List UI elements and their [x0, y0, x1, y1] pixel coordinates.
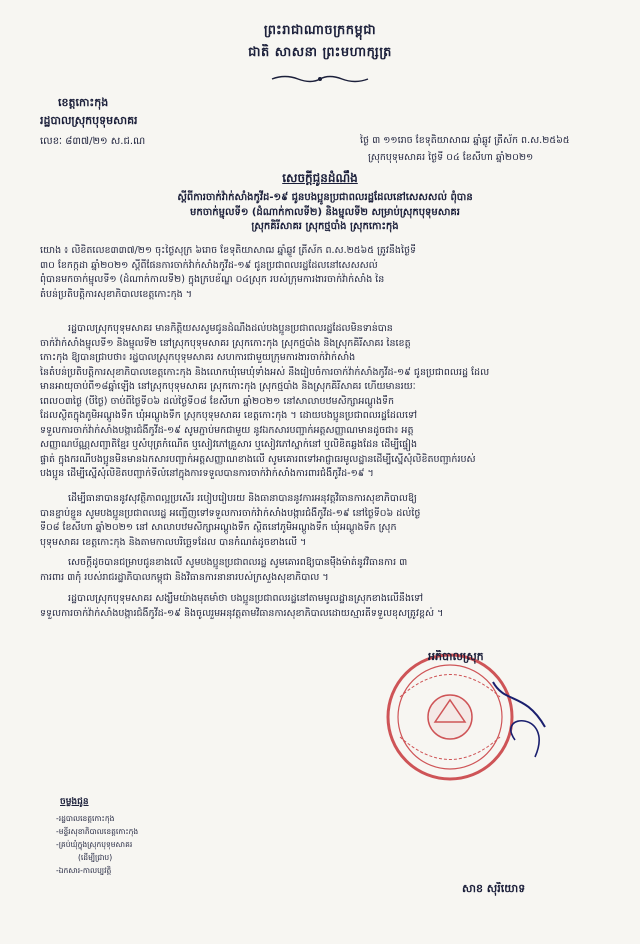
safety-paragraph	[40, 492, 610, 550]
paragraph-line: បងប្អូន ដើម្បីស្នើសុំលិខិតបញ្ជាក់ទីលំនៅក្នុងការទទួលបានការចាក់វ៉ាក់សាំងការពារជំងឺកូវីដ-១៩ ។	[40, 468, 374, 479]
kingdom-heading: ព្រះរាជាណាចក្រកម្ពុជា	[263, 23, 377, 38]
recipient-item: -ឯកសារ-កាលប្បវត្តិ	[56, 866, 112, 875]
document-number: លេខៈ ៨៣៧/២១ ស.ជ.ណ	[40, 136, 146, 147]
paragraph-line: ពុំបានមកចាក់ម្ជុលទី១ (ដំណាក់កាលទី២) ក្នុងក្របខ័ណ្ឌ ០៤ស្រុក របស់ក្រុមការងារចាក់វ៉ាក់សាំង នៃ	[40, 274, 385, 285]
paragraph-line: ទី០៨ ខែសីហា ឆ្នាំ២០២១ នៅ សាលាបឋមសិក្សាអណ្តូងទឹក ស្ថិតនៅភូមិអណ្តូងទឹក ឃុំអណ្តូងទឹក ស្រុក	[40, 522, 397, 533]
subject-block	[40, 190, 610, 234]
paragraph-line: ការពារ ៣កុំ របស់រាជរដ្ឋាភិបាលកម្ពុជា និងវិធានការនានារបស់ក្រសួងសុខាភិបាល ។	[40, 571, 329, 583]
paragraph-line: ពេល០៣ថ្ងៃ (បីថ្ងៃ) ចាប់ពីថ្ងៃទី០៦ ដល់ថ្ងៃទី០៨ ខែសីហា ឆ្នាំ២០២១ នៅសាលាបឋមសិក្សាអណ្តូងទឹក	[40, 395, 395, 407]
document-type: សេចក្តីជូនដំណឹង	[282, 171, 358, 185]
recipient-item: -មន្ទីរសុខាភិបាលខេត្តកោះកុង	[56, 827, 139, 836]
recipient-item: -គ្រប់ឃុំក្នុងស្រុកបុទុមសាគរ	[56, 840, 133, 849]
paragraph-line: ទទួលការចាក់វ៉ាក់សាំងបង្ការជំងឺកូវីដ-១៩ សូមភ្ជាប់មកជាមួយ នូវឯកសារបញ្ជាក់អត្តសញ្ញាណមានដូចជា៖ អត្ត	[40, 424, 414, 436]
paragraph-line: រដ្ឋបាលស្រុកបុទុមសាគរ មានកិត្តិយសសូមជូនដំណឹងដល់បងប្អូនប្រជាពលរដ្ឋដែលមិនទាន់បាន	[68, 323, 393, 334]
paragraph-line: កោះកុង ឱ្យបានជ្រាបថា៖ រដ្ឋបាលស្រុកបុទុមសាគរ សហការជាមួយក្រុមការងារចាក់វ៉ាក់សាំង	[40, 352, 356, 363]
measures-paragraph	[40, 556, 610, 585]
recipients-title: ចម្លងជូន	[60, 797, 89, 807]
paragraph-line: សេចក្តីដូចបានជម្រាបជូនខាងលើ សូមបងប្អូនប្រជាពលរដ្ឋ សូមគោរពឱ្យបានម៉ឺងម៉ាត់នូវវិធានការ ៣	[68, 557, 408, 568]
solar-date: ស្រុកបុទុមសាគរ ថ្ងៃទី ០៤ ខែសីហា ឆ្នាំ២០២១	[368, 152, 534, 163]
recipient-item: (ដើម្បីជ្រាប)	[78, 853, 113, 862]
paragraph-line: ដើម្បីធានាបាននូវសុវត្ថិភាពល្អប្រសើរ របៀបរៀបរយ និងធានាបាននូវការអនុវត្តវិធានការសុខាភិបាលឱ្យ	[68, 493, 417, 504]
paragraph-line: ចាក់វ៉ាក់សាំងម្ជុលទី១ និងម្ជុលទី២ នៅស្រុកបុទុមសាគរ ស្រុកកោះកុង ស្រុកថ្មបាំង និងស្រុកគិរីសាគរ នៃខេត្ត	[40, 337, 411, 349]
signatory-name: សាខ សុរិយោទ	[462, 882, 526, 895]
recipient-item: -រដ្ឋបាលខេត្តកោះកុង	[56, 814, 115, 823]
announcement-paragraph	[40, 322, 610, 482]
paragraph-line: សញ្ញាណប័ណ្ណសញ្ជាតិខ្មែរ ឬសំបុត្រកំណើត ឬសៀវភៅគ្រួសារ ឬសៀវភៅស្នាក់នៅ ឬលិខិតឆ្លងដែន ដើម្បីផ្ទៀង	[40, 439, 418, 450]
issuer-province: ខេត្តកោះកុង	[58, 96, 109, 109]
paragraph-line: មានអាយុចាប់ពី១៨ឆ្នាំឡើង នៅស្រុកបុទុមសាគរ ស្រុកកោះកុង ស្រុកថ្មបាំង និងស្រុកគិរីសាគរ ហើយមានរយៈ	[40, 381, 416, 392]
lunar-date: ថ្ងៃ ៣ ១១រោច ខែទុតិយាសាឍ ឆ្នាំឆ្លូវ ត្រីស័ក ព.ស.២៥៦៥	[360, 135, 570, 146]
recipients-list	[56, 812, 196, 877]
closing-paragraph	[40, 592, 610, 621]
paragraph-line: ផ្ទាត់ ក្នុងករណីបងប្អូនមិនមានឯកសារបញ្ជាក់អត្តសញ្ញាណខាងលើ សូមគោរពទៅអាជ្ញាធរមូលដ្ឋានដើម្បីស្នើសុំលិខិតបញ្ជាក់របស់	[40, 453, 476, 465]
signatory-title: អភិបាលស្រុក	[428, 650, 484, 663]
paragraph-line: តំបន់ប្រតិបត្តិការសុខាភិបាលខេត្តកោះកុង ។	[40, 288, 192, 300]
motto-heading: ជាតិ សាសនា ព្រះមហាក្សត្រ	[248, 45, 392, 60]
paragraph-line: បានខ្ជាប់ខ្ជួន សូមបងប្អូនប្រជាពលរដ្ឋ អញ្ជើញទៅទទួលការចាក់វ៉ាក់សាំងបង្ការជំងឺកូវីដ-១៩ នៅថ្ងៃទី០៦ ដល់ថ្ងៃ	[40, 507, 421, 519]
paragraph-line: ដែលស្ថិតក្នុងភូមិអណ្តូងទឹក ឃុំអណ្តូងទឹក ស្រុកបុទុមសាគរ ខេត្តកោះកុង ។ ដោយបងប្អូនប្រជាពលរដ្ឋដែលទៅ	[40, 410, 418, 421]
paragraph-line: បុទុមសាគរ ខេត្តកោះកុង និងតាមកាលបរិច្ឆេទដែល បានកំណត់ដូចខាងលើ ។	[40, 536, 307, 548]
subject-line: ស្រុកគិរីសាគរ ស្រុកថ្មបាំង ស្រុកកោះកុង	[251, 221, 399, 232]
subject-line: ស្តីពីការចាក់វ៉ាក់សាំងកូវីដ-១៩ ជូនបងប្អូនប្រជាពលរដ្ឋដែលនៅសេសសល់ ពុំបាន	[177, 192, 473, 203]
paragraph-line: យោង ៖ លិខិតលេខ៣៣៧/២១ ចុះថ្ងៃសុក្រ ៦រោច ខែទុតិយាសាឍ ឆ្នាំឆ្លូវ ត្រីស័ក ព.ស.២៥៦៥ ត្រូវនឹងថ្ងៃទី	[40, 245, 417, 256]
subject-line: មកចាក់ម្ជុលទី១ (ដំណាក់កាលទី២) និងម្ជុលទី២ សម្រាប់ស្រុកបុទុមសាគរ	[190, 206, 460, 218]
issuer-district: រដ្ឋបាលស្រុកបុទុមសាគរ	[40, 114, 138, 127]
reference-paragraph	[40, 244, 610, 302]
paragraph-line: នៃតំបន់ប្រតិបត្តិការសុខាភិបាលខេត្តកោះកុង និងលោកឃុំមេឃុំទាំងអស់ នឹងរៀបចំការចាក់វ៉ាក់សាំងកូវីដ-១៩ ជូនប្រជាពលរដ្ឋ ដែល	[40, 366, 490, 378]
ornament-divider-icon	[270, 74, 370, 84]
paragraph-line: ៣០ ខែកក្កដា ឆ្នាំ២០២១ ស្តីពីផែនការចាក់វ៉ាក់សាំងកូវីដ-១៩ ជូនប្រជាពលរដ្ឋដែលនៅសេសសល់	[40, 259, 378, 271]
paragraph-line: រដ្ឋបាលស្រុកបុទុមសាគរ សង្ឃឹមយ៉ាងមុតមាំថា បងប្អូនប្រជាពលរដ្ឋនៅតាមមូលដ្ឋានស្រុកខាងលើនឹងទៅ	[68, 593, 424, 604]
paragraph-line: ទទួលការចាក់វ៉ាក់សាំងបង្ការជំងឺកូវីដ-១៩ និងចូលរួមអនុវត្តតាមវិធានការសុខាភិបាលដោយស្មារតីទទួលខុសត្រូវខ្ពស់ ។	[40, 607, 444, 619]
